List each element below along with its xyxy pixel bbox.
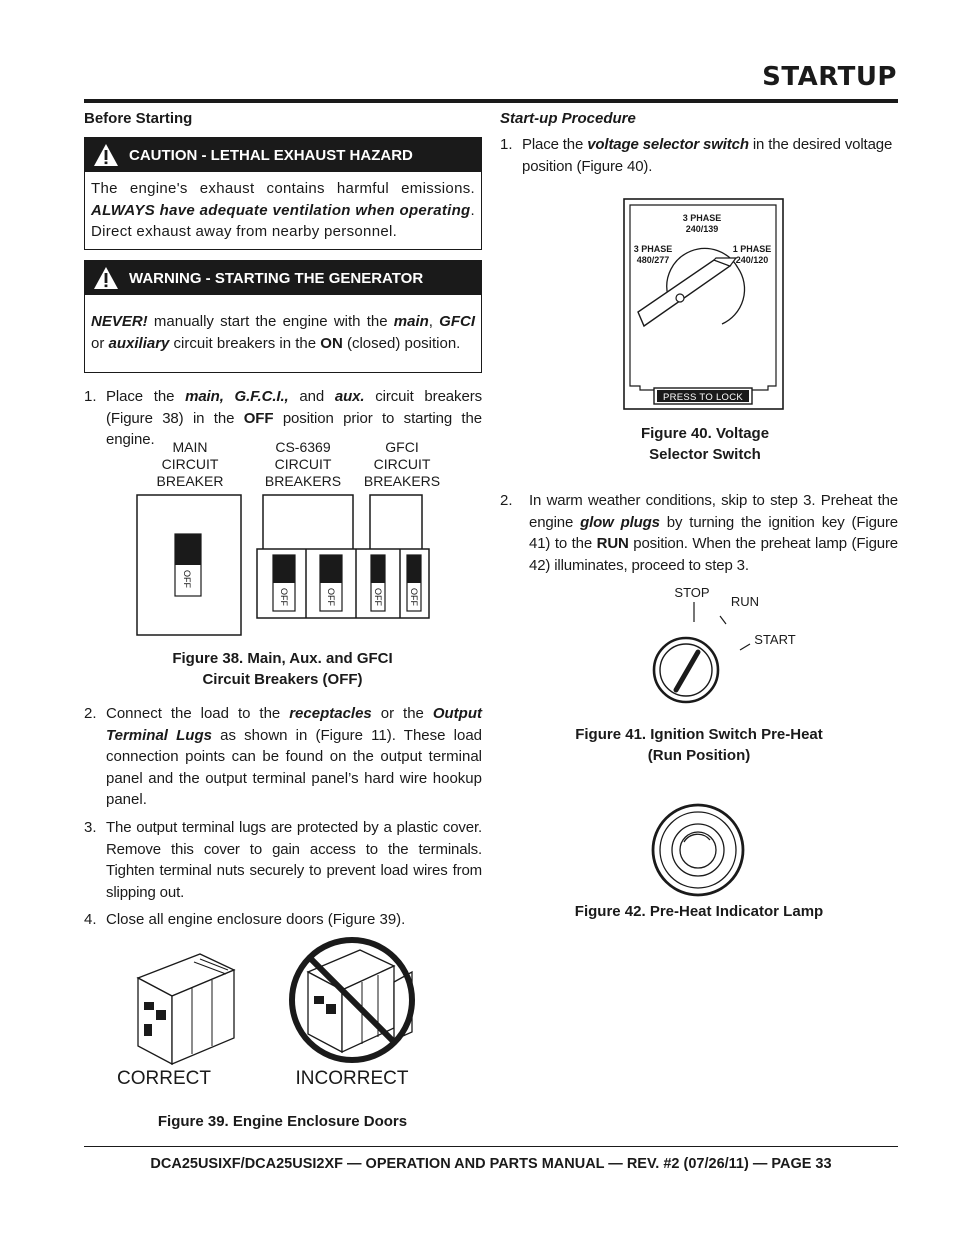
page-title: STARTUP	[762, 62, 897, 92]
left-step-3: 3. The output terminal lugs are protected by a plastic cover. Remove this cover to gain access to the terminals. Tighten terminal nuts securely to prevent load wires from slipping out.	[84, 819, 482, 901]
svg-text:240/139: 240/139	[685, 224, 719, 234]
figure-42-caption: Figure 42. Pre-Heat Indicator Lamp	[574, 903, 824, 920]
warning-header	[85, 261, 481, 295]
caution-header	[85, 138, 481, 172]
svg-text:RUN: RUN	[730, 594, 760, 609]
caution-box	[84, 137, 482, 250]
ignition-switch-figure	[646, 580, 806, 716]
breaker-off-label: OFF	[279, 588, 289, 606]
voltage-selector-switch-figure	[620, 196, 788, 414]
breaker-off-label: OFF	[409, 588, 419, 606]
gfci-breaker-label: GFCI CIRCUIT BREAKERS	[363, 439, 441, 489]
right-step-1: 1. Place the voltage selector switch in the desired voltage position (Figure 40).	[500, 136, 893, 175]
footer-rule	[84, 1146, 898, 1147]
left-step-2: 2. Connect the load to the receptacles or the Output Terminal Lugs as shown in (Figure 11). These load connection points can be found on the output terminal panel and the output terminal panel’s hard wire hookup panel.	[84, 705, 483, 808]
svg-text:3 PHASE: 3 PHASE	[633, 244, 673, 254]
circuit-breakers-figure	[130, 490, 440, 640]
caution-title: CAUTION - LETHAL EXHAUST HAZARD	[129, 146, 413, 164]
enclosure-doors-figure	[130, 932, 430, 1072]
svg-text:480/277: 480/277	[636, 255, 670, 265]
main-breaker-label: MAIN CIRCUIT BREAKER	[156, 439, 224, 489]
figure-40-caption: Figure 40. Voltage Selector Switch	[640, 425, 770, 463]
breaker-off-label: OFF	[373, 588, 383, 606]
left-step-1: 1. Place the main, G.F.C.I., and aux. circuit breakers (Figure 38) in the OFF position prior to starting the engine.	[84, 388, 482, 448]
figure-41-caption: Figure 41. Ignition Switch Pre-Heat (Run Position)	[575, 726, 823, 764]
correct-label: CORRECT	[117, 1068, 211, 1089]
svg-text:STOP: STOP	[674, 585, 710, 600]
incorrect-label: INCORRECT	[295, 1068, 409, 1089]
warning-text: NEVER! manually start the engine with the main, GFCI or auxiliary circuit breakers in the ON (closed) position.	[91, 313, 475, 352]
warning-title: WARNING - STARTING THE GENERATOR	[129, 269, 424, 287]
breaker-off-label: OFF	[182, 570, 192, 588]
header-rule	[84, 99, 898, 103]
right-step-2: 2. In warm weather conditions, skip to step 3. Preheat the engine glow plugs by turning the ignition key (Figure 41) to the RUN position. When the preheat lamp (Figure 42) illuminates, proceed to step 3.	[500, 492, 898, 574]
svg-text:3 PHASE: 3 PHASE	[682, 213, 722, 223]
left-step-4: 4. Close all engine enclosure doors (Figure 39).	[84, 911, 406, 928]
svg-text:PRESS TO LOCK: PRESS TO LOCK	[662, 392, 744, 403]
svg-text:START: START	[754, 632, 796, 647]
warning-triangle-icon	[93, 266, 119, 290]
svg-text:1 PHASE: 1 PHASE	[732, 244, 772, 254]
svg-text:240/120: 240/120	[735, 255, 769, 265]
before-starting-heading: Before Starting	[84, 110, 193, 127]
preheat-lamp-figure	[648, 802, 748, 898]
page-footer: DCA25USIXF/DCA25USI2XF — OPERATION AND PARTS MANUAL — REV. #2 (07/26/11) — PAGE 33	[150, 1156, 832, 1172]
generator-correct-image	[138, 954, 234, 1064]
warning-triangle-icon	[93, 143, 119, 167]
figure-39-caption: Figure 39. Engine Enclosure Doors	[157, 1113, 408, 1130]
cs-breaker-label: CS-6369 CIRCUIT BREAKERS	[264, 439, 342, 489]
startup-procedure-heading: Start-up Procedure	[500, 110, 636, 127]
figure-38-caption: Figure 38. Main, Aux. and GFCI Circuit Breakers (OFF)	[172, 650, 393, 688]
warning-box	[84, 260, 482, 373]
caution-text: The engine's exhaust contains harmful emissions. ALWAYS have adequate ventilation when operating. Direct exhaust away from nearby personnel.	[91, 180, 475, 240]
breaker-off-label: OFF	[326, 588, 336, 606]
